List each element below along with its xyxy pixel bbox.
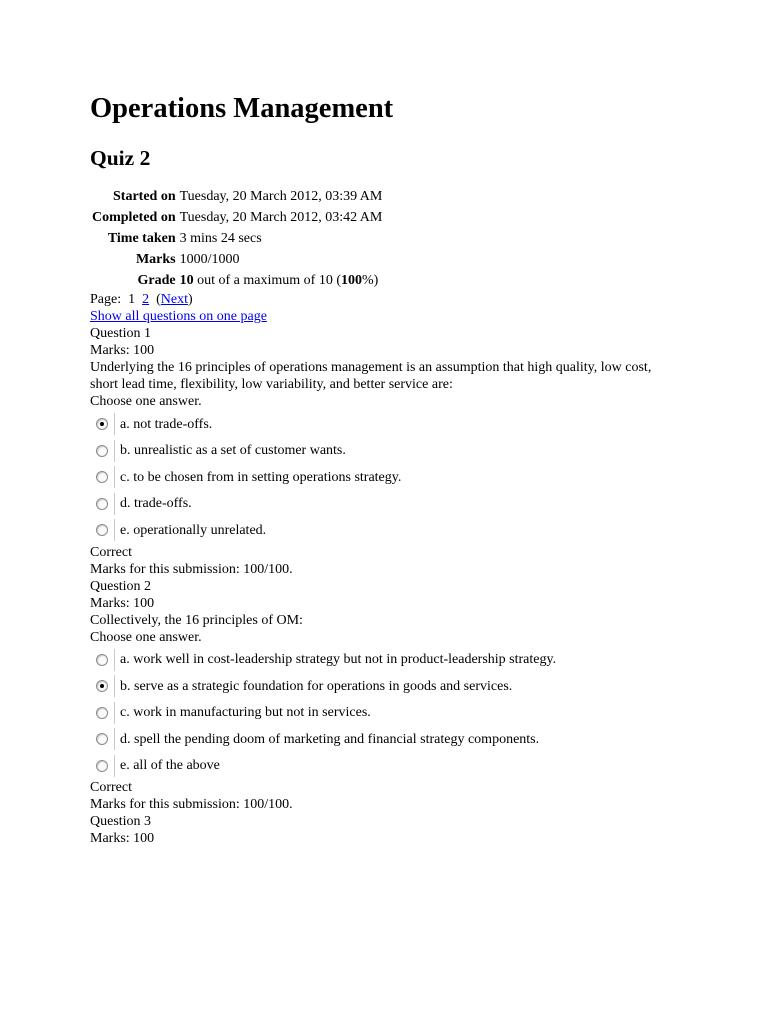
summary-value: 1000/1000 — [179, 252, 240, 267]
answer-option[interactable] — [90, 517, 680, 544]
option-label: e. operationally unrelated. — [120, 522, 267, 538]
summary-row-time-taken — [90, 228, 384, 249]
pager-next-link[interactable]: Next — [160, 292, 188, 307]
submission-marks: Marks for this submission: 100/100. — [90, 797, 293, 812]
summary-label: Completed on — [92, 210, 176, 225]
radio-cell — [90, 519, 115, 541]
option-label: e. all of the above — [120, 758, 220, 774]
option-label: a. work well in cost-leadership strategy but not in product-leadership strategy. — [120, 652, 557, 668]
summary-row-marks — [90, 249, 384, 270]
grade-text: out of a maximum of 10 ( — [193, 273, 341, 288]
answer-option[interactable] — [90, 700, 680, 727]
answer-option[interactable] — [90, 753, 680, 780]
summary-label: Marks — [135, 252, 176, 267]
radio-cell — [90, 649, 115, 671]
question-text: Collectively, the 16 principles of OM: — [90, 612, 303, 628]
question-text: Underlying the 16 principles of operations management is an assumption that high quality, low cost, short lead time, flexibility, low variability, and better service are: — [90, 360, 652, 392]
radio-cell — [90, 728, 115, 750]
pager: Page: 1 2 (Next) — [90, 292, 193, 307]
grade-text-end: %) — [362, 273, 379, 288]
submission-marks: Marks for this submission: 100/100. — [90, 561, 293, 577]
show-all-questions-link[interactable]: Show all questions on one page — [90, 309, 267, 324]
grade-percent: 100 — [341, 273, 362, 288]
summary-value: Tuesday, 20 March 2012, 03:39 AM — [179, 189, 383, 204]
question-title: Question 2 — [90, 578, 152, 594]
course-title: Operations Management — [90, 93, 394, 124]
radio-button[interactable] — [96, 471, 108, 483]
option-label: d. trade-offs. — [120, 496, 192, 512]
answer-option[interactable] — [90, 673, 680, 700]
radio-cell — [90, 440, 115, 462]
answer-option[interactable] — [90, 647, 680, 674]
pager-label: Page: — [90, 292, 122, 307]
option-label: a. not trade-offs. — [120, 416, 213, 432]
summary-row-started — [90, 186, 384, 207]
question-marks: Marks: 100 — [90, 831, 155, 846]
question-result: Correct — [90, 780, 132, 795]
show-all-row — [90, 308, 680, 325]
question-title: Question 3 — [90, 814, 152, 829]
answer-option[interactable] — [90, 438, 680, 465]
question-block — [90, 578, 680, 814]
radio-cell — [90, 702, 115, 724]
question-block — [90, 325, 680, 578]
summary-value — [180, 270, 385, 291]
summary-label: Started on — [113, 189, 176, 204]
radio-button-selected[interactable] — [96, 418, 108, 430]
radio-cell — [90, 755, 115, 777]
question-marks: Marks: 100 — [90, 595, 155, 611]
radio-button[interactable] — [96, 498, 108, 510]
pager-page-2-link[interactable]: 2 — [142, 292, 150, 307]
option-label: c. work in manufacturing but not in services. — [120, 705, 371, 721]
radio-cell — [90, 466, 115, 488]
summary-value: 3 mins 24 secs — [179, 231, 262, 246]
pager-current-page: 1 — [128, 292, 136, 307]
question-prompt: Choose one answer. — [90, 394, 202, 409]
answer-options — [90, 647, 680, 780]
summary-value: Tuesday, 20 March 2012, 03:42 AM — [179, 210, 383, 225]
radio-cell — [90, 675, 115, 697]
question-result: Correct — [90, 544, 132, 560]
option-label: b. unrealistic as a set of customer wants. — [120, 443, 346, 459]
question-block — [90, 813, 680, 847]
radio-button-selected[interactable] — [96, 680, 108, 692]
question-prompt: Choose one answer. — [90, 629, 202, 645]
quiz-title: Quiz 2 — [90, 146, 151, 170]
radio-button[interactable] — [96, 524, 108, 536]
grade-score: 10 — [179, 273, 194, 288]
answer-option[interactable] — [90, 411, 680, 438]
answer-option[interactable] — [90, 491, 680, 518]
radio-button[interactable] — [96, 654, 108, 666]
summary-label: Time taken — [107, 231, 176, 246]
answer-option[interactable] — [90, 726, 680, 753]
answer-option[interactable] — [90, 464, 680, 491]
summary-label: Grade — [137, 273, 176, 288]
radio-button[interactable] — [96, 733, 108, 745]
radio-cell — [90, 413, 115, 435]
question-marks: Marks: 100 — [90, 343, 155, 358]
summary-row-grade — [90, 270, 384, 291]
radio-button[interactable] — [96, 445, 108, 457]
summary-row-completed — [90, 207, 384, 228]
radio-cell — [90, 493, 115, 515]
radio-button[interactable] — [96, 760, 108, 772]
answer-options — [90, 411, 680, 544]
option-label: c. to be chosen from in setting operations strategy. — [120, 469, 402, 485]
radio-button[interactable] — [96, 707, 108, 719]
option-label: b. serve as a strategic foundation for operations in goods and services. — [120, 678, 513, 694]
question-title: Question 1 — [90, 326, 152, 341]
attempt-summary-table — [90, 186, 384, 291]
option-label: d. spell the pending doom of marketing and financial strategy components. — [120, 731, 540, 747]
